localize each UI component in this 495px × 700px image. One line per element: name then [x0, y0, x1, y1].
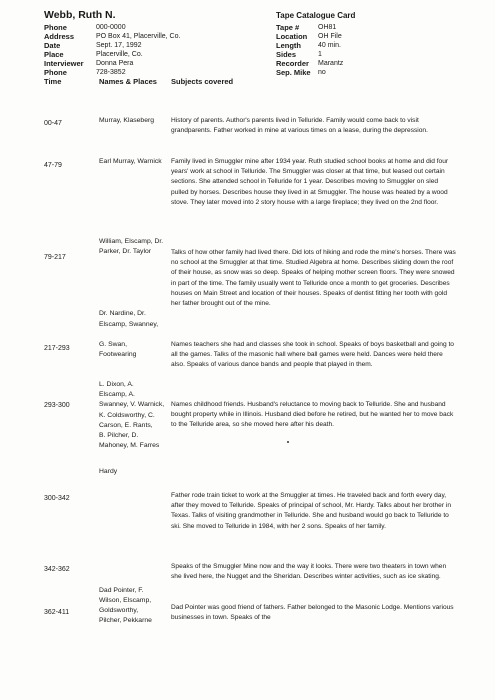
- name-line: Footwearing: [99, 351, 137, 359]
- column-heading-subjects: Subjects covered: [171, 77, 234, 86]
- name-line: Hardy: [99, 468, 118, 475]
- recorder-value: Marantz: [318, 60, 344, 67]
- name-line: William, Elscamp, Dr.: [99, 238, 164, 245]
- interviewer-value: Donna Pera: [96, 60, 134, 67]
- length-value: 40 min.: [318, 42, 341, 49]
- name-line: Earl Murray, Warnick: [99, 158, 162, 165]
- column-heading-names: Names & Places: [99, 77, 157, 86]
- column-heading-time: Time: [44, 77, 62, 86]
- sep-mike-value: no: [318, 69, 326, 76]
- address-value: PO Box 41, Placerville, Co.: [96, 33, 181, 40]
- name-line: Dr. Nardine, Dr.: [99, 310, 146, 318]
- name-line: B. Pilcher, D.: [99, 432, 139, 440]
- name-line: Goldsworthy,: [99, 607, 139, 614]
- name-line: Wilson, Elscamp,: [99, 597, 152, 605]
- entry-subject: Speaks of the Smuggler Mine now and the way it looks. There were two theaters in town when she lived here, the Nugget and the Sheridan. Describes winter activities, such as ice skating.: [171, 563, 447, 581]
- sides-label: Sides: [276, 50, 297, 59]
- name-line: K. Coldsworthy, C.: [99, 411, 155, 419]
- length-label: Length: [276, 41, 301, 50]
- name-line: Pilcher, Pekkarne: [99, 617, 152, 625]
- tape-number-label: Tape #: [276, 23, 300, 32]
- date-value: Sept. 17, 1992: [96, 42, 142, 49]
- entry-time: 217-293: [44, 345, 70, 352]
- name-line: Carson, E. Rants,: [99, 421, 153, 429]
- entry-time: 00-47: [44, 120, 62, 127]
- name-line: Parker, Dr. Taylor: [99, 248, 152, 256]
- entry-time: 300-342: [44, 495, 70, 502]
- name-line: Murray, Klaseberg: [99, 117, 155, 124]
- entry-subject: Names childhood friends. Husband's reluctance to moving back to Telluride. She and husband bought property while in Illinois. Husband died before he retired, but he wanted her to move back to the Telluride area, so she moved here after his death.: [171, 401, 454, 429]
- entry-time: 342-362: [44, 566, 70, 573]
- sep-mike-label: Sep. Mike: [276, 68, 311, 77]
- entry-time: 79-217: [44, 254, 66, 261]
- entry-subject: Talks of how other family had lived there. Did lots of hiking and rode the mine's horses. There was no school at the Smuggler at that time. Studied Algebra at home. Describes sliding down the roof of their house, as snow was so deep. Speaks of helping mother screen floors. They were snowed in part of the time. The family usually went to Telluride once a month to get groceries. Describes houses on Main Street and location of their houses. Speaks of dentist fitting her tooth with gold her father brought out of the mine.: [171, 249, 456, 308]
- sides-value: 1: [318, 51, 322, 58]
- interviewee-name: Webb, Ruth N.: [44, 9, 116, 21]
- recorder-label: Recorder: [276, 59, 309, 68]
- tape-number-value: OH81: [318, 24, 337, 31]
- name-line: Elscamp, A.: [99, 391, 135, 399]
- interviewer-phone-value: 728-3852: [96, 69, 126, 76]
- name-line: Elscamp, Swanney,: [99, 320, 159, 328]
- location-label: Location: [276, 32, 308, 41]
- entry-time: 293-300: [44, 402, 70, 409]
- entry-names: [99, 340, 136, 360]
- phone-label: Phone: [44, 23, 67, 32]
- stray-mark: [287, 441, 289, 443]
- entry-time: 47-79: [44, 162, 62, 169]
- entry-subject: Father rode train ticket to work at the Smuggler at times. He traveled back and forth every day, after they moved to Telluride. Speaks of principal of school, Mr. Hardy. Talks about her brother in Texas. Talks of visiting grandmother in Telluride. She and husband would go back to Telluride to ski. She moved to Telluride in 1984, with her 2 sons. Speaks of her family.: [171, 492, 452, 530]
- phone-value: 000-0000: [96, 24, 126, 31]
- entry-names: [99, 157, 162, 167]
- entry-subject: Names teachers she had and classes she took in school. Speaks of boys basketball and going to all the games. Talks of the masonic hall where ball games were held. Dances were held there also. Speaks of various dance bands and people that played in them.: [171, 341, 454, 369]
- entry-names: [99, 116, 154, 126]
- entry-names: [99, 606, 152, 626]
- entry-time: 362-411: [44, 609, 70, 616]
- entry-subject: Family lived in Smuggler mine after 1934 year. Ruth studied school books at home and did four years' work at school in Telluride. The Smuggler was closer at that time, but leased out certain sections. She attended school in Telluride for 1 year. Describes moving to Smuggler on sled pulled by horses. Describes house they lived in at Smuggler. The house was heated by a wood stove. They later moved into 2 story house with a large fireplace; they lived on the 2nd floor.: [171, 158, 449, 206]
- place-value: Placerville, Co.: [96, 51, 143, 58]
- entry-names: [99, 237, 163, 330]
- entry-names: [99, 467, 117, 477]
- entry-subject: Dad Pointer was good friend of fathers. Father belonged to the Masonic Lodge. Mentions various businesses in town. Speaks of the: [171, 604, 454, 622]
- address-label: Address: [44, 32, 75, 41]
- entry-subject: History of parents. Author's parents lived in Telluride. Family would come back to visit grandparents. Father worked in mine at various times on a lease, during the depression.: [171, 117, 428, 135]
- entry-names: [99, 586, 151, 606]
- name-line: Mahoney, M. Farres: [99, 442, 160, 450]
- location-value: OH File: [318, 33, 342, 40]
- name-line: L. Dixon, A.: [99, 381, 134, 388]
- name-line: Swanney, V. Warnick,: [99, 401, 165, 409]
- name-line: Dad Pointer, F.: [99, 587, 144, 594]
- entry-names: [99, 380, 164, 451]
- interviewer-phone-label: Phone: [44, 68, 67, 77]
- date-label: Date: [44, 41, 61, 50]
- name-line: G. Swan,: [99, 341, 127, 348]
- card-title: Tape Catalogue Card: [276, 11, 356, 20]
- place-label: Place: [44, 50, 64, 59]
- interviewer-label: Interviewer: [44, 59, 84, 68]
